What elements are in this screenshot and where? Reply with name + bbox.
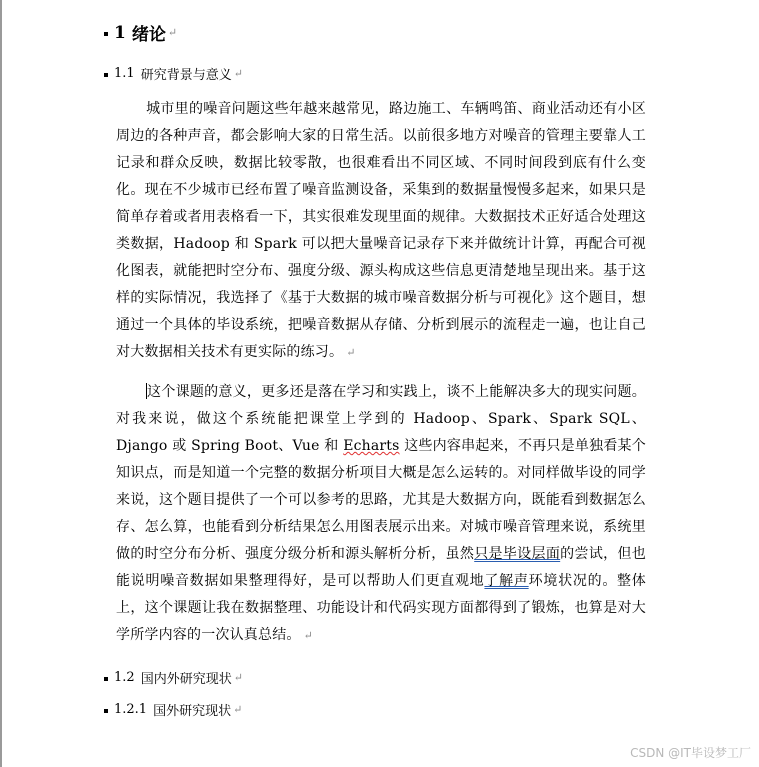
body-paragraph-1[interactable] (116, 96, 646, 366)
paragraph-mark-icon: ↵ (233, 671, 243, 684)
heading-1-2[interactable] (104, 668, 243, 687)
heading-title: 国内外研究现状 (140, 672, 232, 687)
body-paragraph-2[interactable] (116, 379, 646, 649)
grammar-flag-1[interactable]: 只是毕设层面 (474, 546, 561, 562)
paragraph-text: 的尝试，但也能说明噪音数据如果整理得好，是可以帮助人们更直观地 (116, 546, 647, 589)
heading-number: 1.2 (114, 670, 135, 685)
heading-title: 国外研究现状 (153, 704, 232, 719)
page-margin-line (0, 0, 2, 767)
watermark: CSDN @IT毕设梦工厂 (630, 746, 751, 760)
paragraph-text: 城市里的噪音问题这些年越来越常见，路边施工、车辆鸣笛、商业活动还有小区周边的各种声音，都会影响大家的日常生活。以前很多地方对噪音的管理主要靠人工记录和群众反映，数据比较零散，也很难看出不同区域、不同时间段到底有什么变化。现在不少城市已经布置了噪音监测设备，采集到的数据量慢慢多起来，如果只是简单存着或者用表格看一下，其实很难发现里面的规律。大数据技术正好适合处理这类数据，Hadoop 和 Spark 可以把大量噪音记录存下来并做统计计算，再配合可视化图表，就能把时空分布、强度分级、源头构成这些信息更清楚地呈现出来。基于这样的实际情况，我选择了《基于大数据的城市噪音数据分析与可视化》这个题目，想通过一个具体的毕设系统，把噪音数据从存储、分析到展示的流程走一遍，也让自己对大数据相关技术有更实际的练习。 (116, 101, 646, 360)
paragraph-mark-icon: ↵ (233, 67, 243, 80)
heading-bullet-icon (104, 73, 108, 77)
paragraph-mark-icon: ↵ (167, 26, 178, 39)
paragraph-mark-icon: ↵ (303, 629, 314, 642)
paragraph-mark-icon: ↵ (233, 703, 243, 716)
paragraph-text: 这些内容串起来，不再只是单独看某个知识点，而是知道一个完整的数据分析项目大概是怎么运转的。对同样做毕设的同学来说，这个题目提供了一个可以参考的思路，尤其是大数据方向，既能看到数据怎么存、怎么算，也能看到分析结果怎么用图表展示出来。对城市噪音管理来说，系统里做的时空分布分析、强度分级分析和源头解析分析，虽然 (116, 438, 646, 562)
paragraph-text: 环境状况的。整体上，这个课题让我在数据整理、功能设计和代码实现方面都得到了锻炼，也算是对大学所学内容的一次认真总结。 (116, 573, 646, 643)
heading-bullet-icon (104, 32, 108, 36)
heading-bullet-icon (104, 677, 108, 681)
heading-title: 研究背景与意义 (140, 68, 232, 83)
heading-number: 1 (114, 22, 126, 43)
heading-number: 1.2.1 (114, 702, 148, 717)
heading-bullet-icon (104, 709, 108, 713)
heading-title: 绪论 (131, 25, 166, 45)
paragraph-text: 这个课题的意义，更多还是落在学习和实践上，谈不上能解决多大的现实问题。对我来说，做这个系统能把课堂上学到的 Hadoop、Spark、Spark SQL、Django 或 Spring Boot、Vue 和 (116, 384, 646, 454)
heading-1[interactable] (104, 20, 177, 45)
paragraph-mark-icon: ↵ (346, 346, 356, 359)
heading-1-1[interactable] (104, 64, 243, 83)
heading-number: 1.1 (114, 66, 135, 81)
heading-1-2-1[interactable] (104, 700, 242, 719)
spelling-flag-echarts[interactable]: Echarts (343, 438, 400, 454)
grammar-flag-2[interactable]: 了解声 (484, 573, 529, 589)
